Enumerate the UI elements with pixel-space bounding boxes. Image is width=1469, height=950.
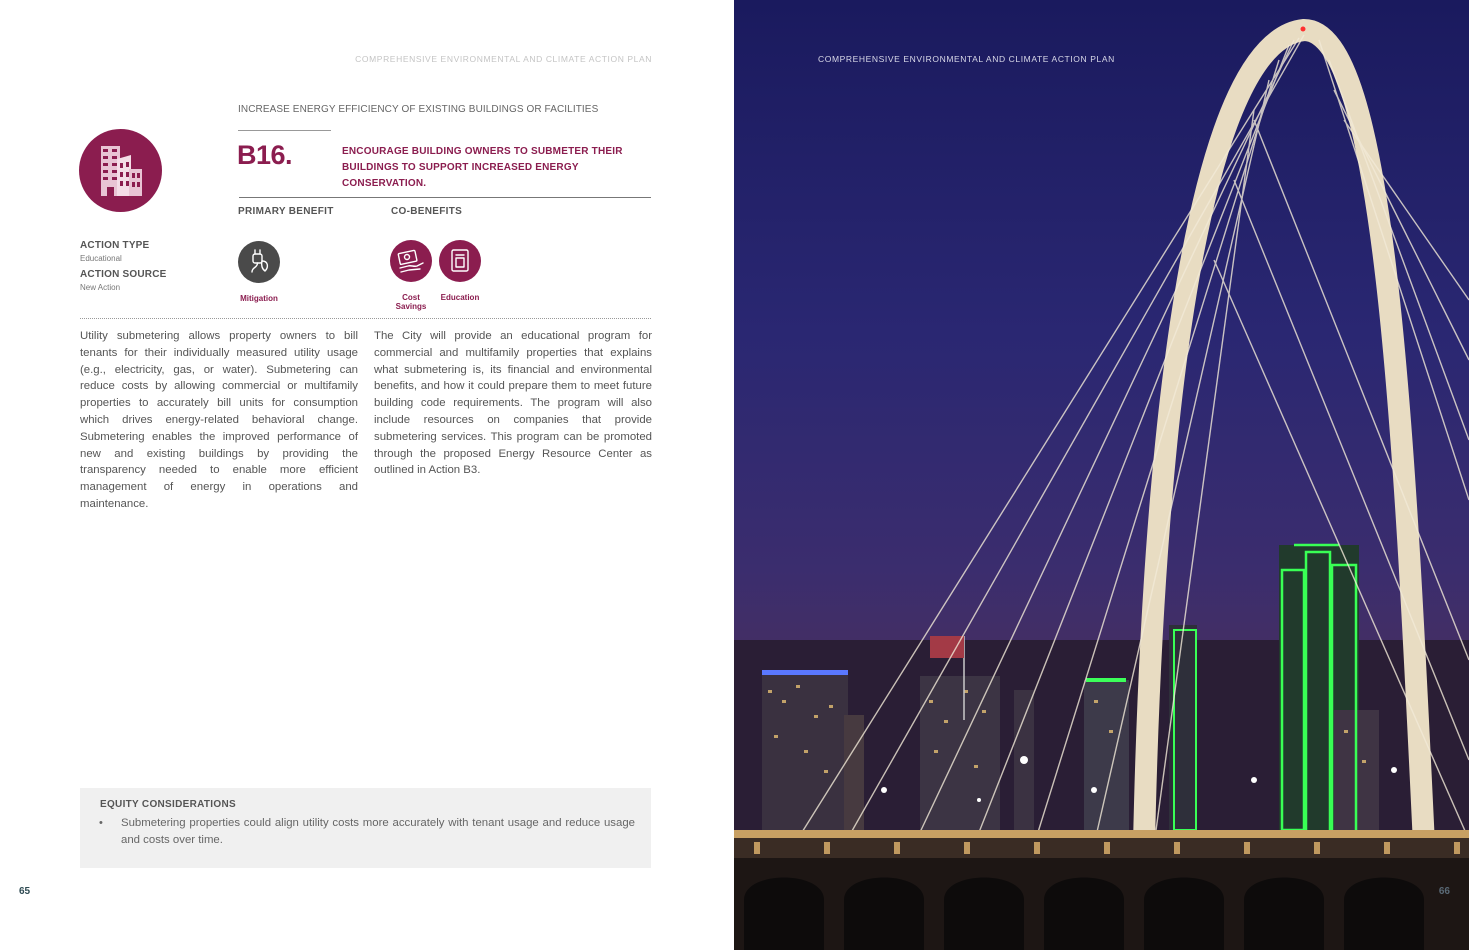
action-category: INCREASE ENERGY EFFICIENCY OF EXISTING BUILDINGS OR FACILITIES xyxy=(238,104,599,115)
bridge-skyline-photo xyxy=(734,0,1469,950)
document-icon xyxy=(439,240,481,282)
action-source-label: ACTION SOURCE xyxy=(80,269,167,280)
action-code: B16. xyxy=(237,140,293,170)
divider xyxy=(238,130,331,131)
running-head: COMPREHENSIVE ENVIRONMENTAL AND CLIMATE ACTION PLAN xyxy=(818,54,1115,64)
right-page xyxy=(734,0,1469,950)
money-hand-icon xyxy=(390,240,432,282)
action-title: ENCOURAGE BUILDING OWNERS TO SUBMETER THEIR BUILDINGS TO SUPPORT INCREASED ENERGY CONSERVATION. xyxy=(342,146,623,189)
page-number: 65 xyxy=(19,886,31,897)
plug-leaf-icon xyxy=(238,241,280,283)
equity-item: Submetering properties could align utility costs more accurately with tenant usage and reduce usage and costs over time. xyxy=(121,817,635,846)
body-paragraph-right: The City will provide an educational program for commercial and multifamily properties that explains what submetering is, its financial and environmental benefits, and how it could prepare them to meet future building code requirements. The program will also include resources on companies that provide submetering services. This program can be promoted through the proposed Energy Resource Center as outlined in Action B3. xyxy=(374,330,652,477)
benefit-label-line: Savings xyxy=(395,302,427,311)
benefit-label-education: Education xyxy=(440,293,480,302)
benefit-label-line: Cost xyxy=(402,293,420,302)
benefit-label-cost-savings xyxy=(385,293,437,311)
divider xyxy=(80,318,651,319)
co-benefits-heading: CO-BENEFITS xyxy=(391,206,463,217)
action-type-value: Educational xyxy=(80,254,122,263)
equity-title: EQUITY CONSIDERATIONS xyxy=(100,799,236,810)
page-number: 66 xyxy=(1438,886,1450,897)
action-type-label: ACTION TYPE xyxy=(80,240,150,251)
body-paragraph-left: Utility submetering allows property owners to bill tenants for their individually measured utility usage (e.g., electricity, gas, or water). Submetering can reduce costs by allowing commercial or multifamily properties to accurately bill units for consumption which drives energy-related behavioral change. Submetering enables the improved performance of new and existing buildings by providing the transparency needed to enable more efficient management of energy in operations and maintenance. xyxy=(80,330,358,510)
left-page xyxy=(0,0,734,950)
primary-benefit-heading: PRIMARY BENEFIT xyxy=(238,206,334,217)
equity-considerations-box xyxy=(80,788,651,868)
action-source-value: New Action xyxy=(80,283,121,292)
building-icon xyxy=(79,129,162,212)
benefit-label-mitigation: Mitigation xyxy=(240,294,278,303)
running-head: COMPREHENSIVE ENVIRONMENTAL AND CLIMATE ACTION PLAN xyxy=(355,54,652,64)
divider xyxy=(239,197,651,198)
bullet-icon: • xyxy=(99,817,103,829)
